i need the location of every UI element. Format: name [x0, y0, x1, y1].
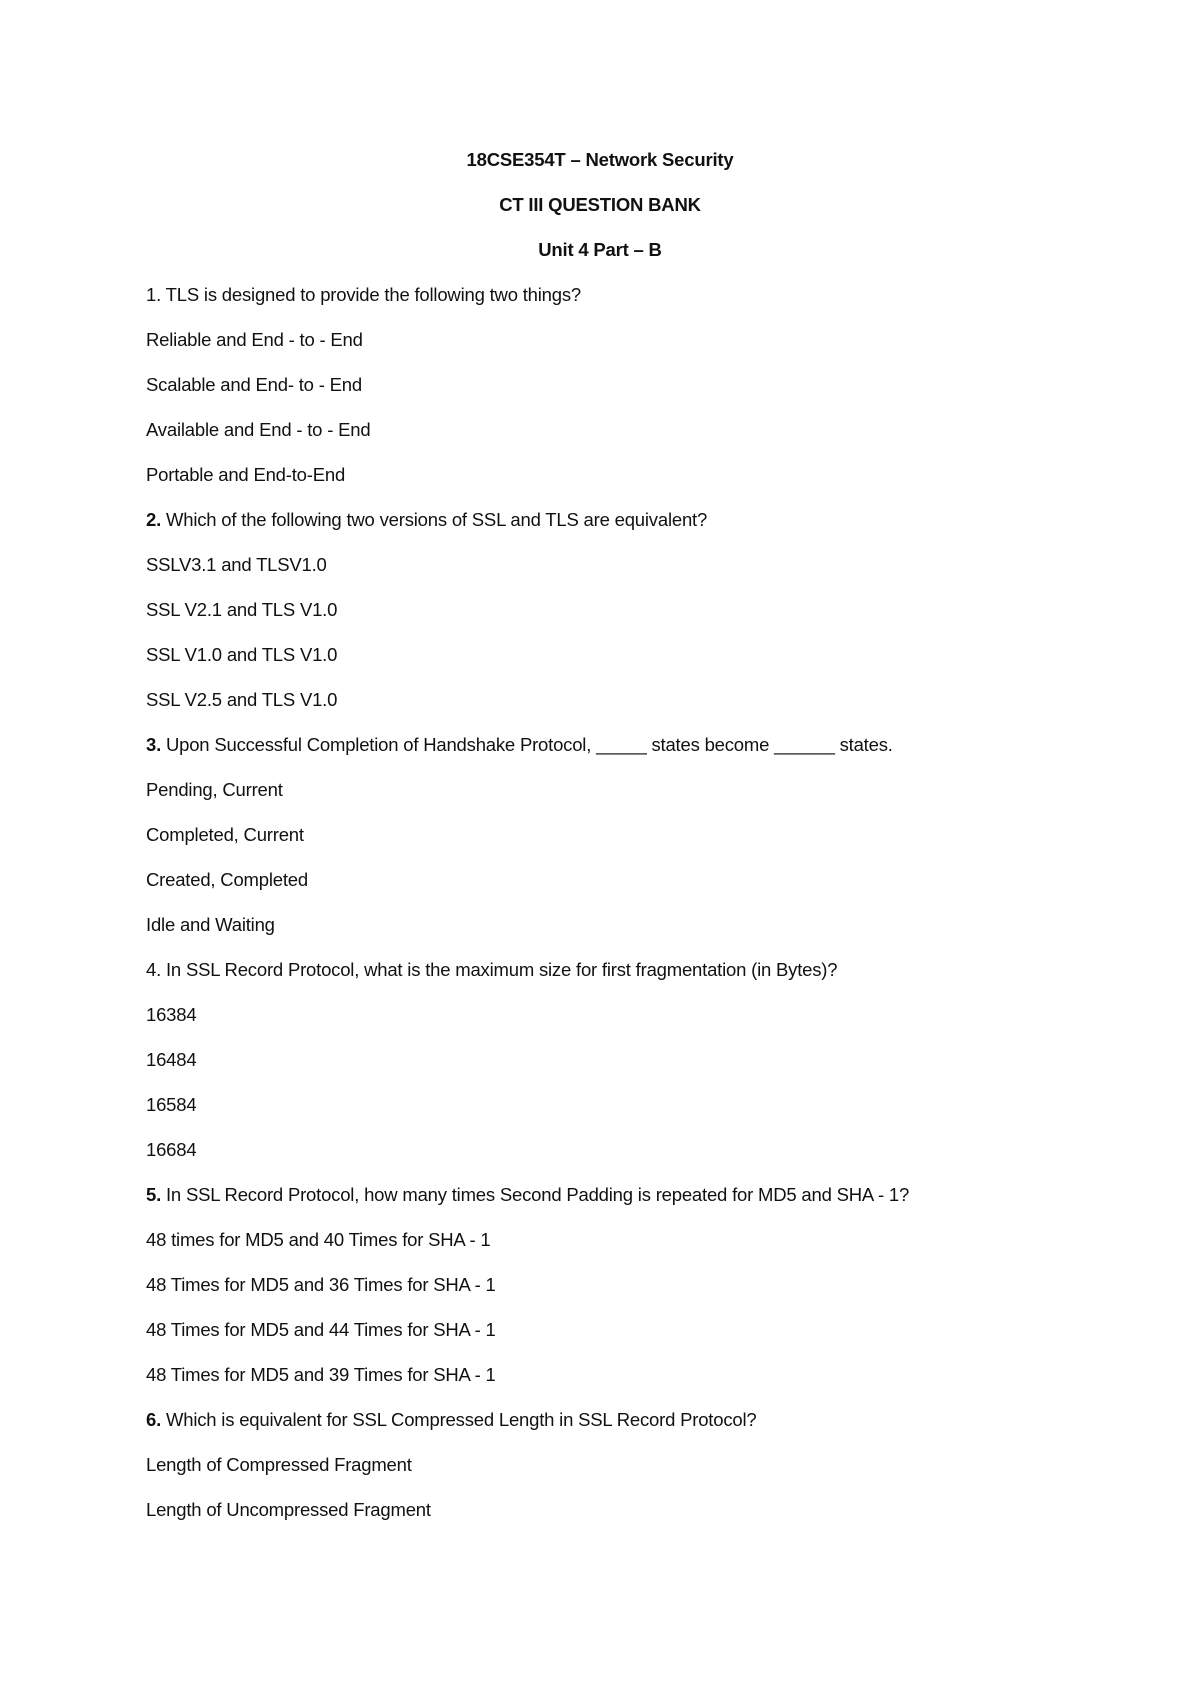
- question-5: [146, 1183, 909, 1207]
- option: SSL V1.0 and TLS V1.0: [146, 644, 338, 665]
- question-text: TLS is designed to provide the following two things?: [161, 284, 581, 305]
- option: 16384: [146, 1004, 197, 1025]
- option: 48 Times for MD5 and 44 Times for SHA - 1: [146, 1319, 496, 1340]
- question-number: 1.: [146, 284, 162, 305]
- option: Pending, Current: [146, 779, 283, 800]
- question-text: Which of the following two versions of SSL and TLS are equivalent?: [161, 509, 708, 530]
- question-text: In SSL Record Protocol, how many times Second Padding is repeated for MD5 and SHA - 1?: [161, 1184, 910, 1205]
- option: Completed, Current: [146, 824, 304, 845]
- question-3: [146, 733, 893, 757]
- question-number: 3.: [146, 734, 162, 755]
- section-title: Unit 4 Part – B: [538, 239, 662, 260]
- question-6: [146, 1408, 756, 1432]
- question-number: 5.: [146, 1184, 162, 1205]
- option: Available and End - to - End: [146, 419, 371, 440]
- question-number: 4.: [146, 959, 162, 980]
- option: 16484: [146, 1049, 197, 1070]
- question-number: 2.: [146, 509, 162, 530]
- question-text: Upon Successful Completion of Handshake Protocol, _____ states become ______ states.: [161, 734, 893, 755]
- option: SSL V2.5 and TLS V1.0: [146, 689, 338, 710]
- option: 16684: [146, 1139, 197, 1160]
- course-title: 18CSE354T – Network Security: [466, 149, 734, 170]
- question-2: [146, 508, 707, 532]
- option: SSLV3.1 and TLSV1.0: [146, 554, 327, 575]
- question-1: [146, 283, 581, 307]
- option: Portable and End-to-End: [146, 464, 346, 485]
- option: 48 Times for MD5 and 39 Times for SHA - 1: [146, 1364, 496, 1385]
- option: Idle and Waiting: [146, 914, 275, 935]
- question-4: [146, 958, 837, 982]
- option: 48 times for MD5 and 40 Times for SHA - 1: [146, 1229, 491, 1250]
- option: Created, Completed: [146, 869, 308, 890]
- option: Length of Uncompressed Fragment: [146, 1499, 431, 1520]
- option: SSL V2.1 and TLS V1.0: [146, 599, 338, 620]
- option: 16584: [146, 1094, 197, 1115]
- question-text: Which is equivalent for SSL Compressed Length in SSL Record Protocol?: [161, 1409, 757, 1430]
- question-number: 6.: [146, 1409, 162, 1430]
- option: Length of Compressed Fragment: [146, 1454, 412, 1475]
- question-text: In SSL Record Protocol, what is the maximum size for first fragmentation (in Bytes)?: [161, 959, 838, 980]
- option: 48 Times for MD5 and 36 Times for SHA - 1: [146, 1274, 496, 1295]
- option: Scalable and End- to - End: [146, 374, 362, 395]
- option: Reliable and End - to - End: [146, 329, 363, 350]
- question-bank-title: CT III QUESTION BANK: [499, 194, 701, 215]
